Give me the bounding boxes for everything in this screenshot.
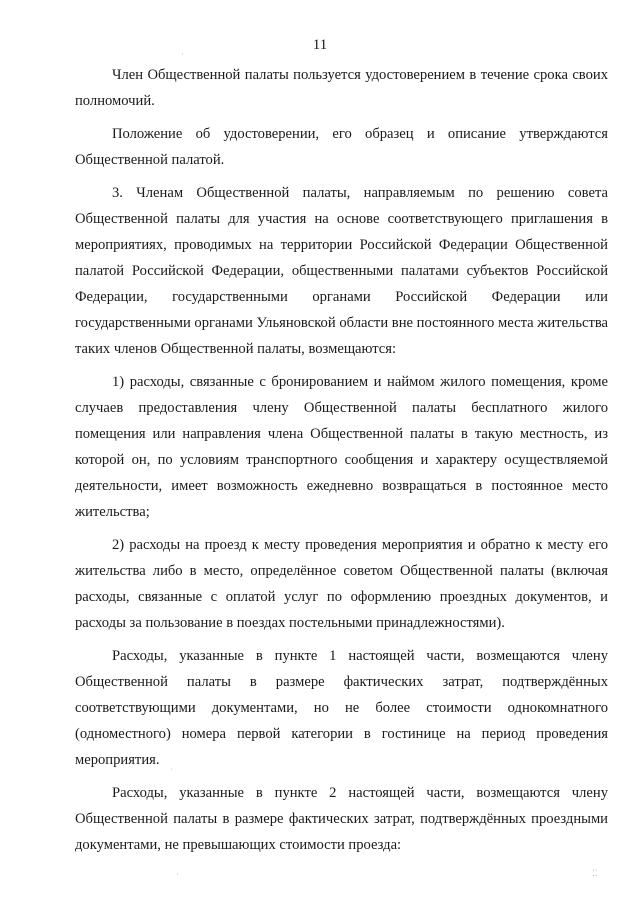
paragraph-housing-reimbursement-limit: Расходы, указанные в пункте 1 настоящей части, возмещаются члену Общественной палаты в размере фактических затрат, подтверждённых соответствующими документами, но не более стоимости однокомнатного (одноместного) номера первой категории в гостинице на период проведения мероприятия. [75,648,608,768]
scan-speck: ⁚⁚ [592,868,598,878]
scan-speck: ˈ [176,872,179,882]
paragraph-certificate-usage: Член Общественной палаты пользуется удостоверением в течение срока своих полномочий. [75,67,608,109]
scan-speck: ˈ [181,52,184,62]
paragraph-travel-expenses: 2) расходы на проезд к месту проведения мероприятия и обратно к месту его жительства либо в место, определённое советом Общественной палаты (включая расходы, связанные с оплатой услуг по оформлению проездных документов, и расходы за пользование в поездах постельными принадлежностями). [75,537,608,631]
paragraph-housing-expenses: 1) расходы, связанные с бронированием и наймом жилого помещения, кроме случаев предоставления члену Общественной палаты бесплатного жилого помещения или направления члена Общественной палаты в такую местность, из которой он, по условиям транспортного сообщения и характеру осуществляемой деятельности, имеет возможность ежедневно возвращаться в постоянное место жительства; [75,374,608,520]
paragraph-certificate-regulation: Положение об удостоверении, его образец и описание утверждаются Общественной палатой. [75,126,608,168]
scan-speck: ˌ [170,760,173,770]
page-number: 11 [312,37,328,53]
paragraph-travel-reimbursement-limit: Расходы, указанные в пункте 2 настоящей части, возмещаются члену Общественной палаты в размере фактических затрат, подтверждённых проездными документами, не превышающих стоимости проезда: [75,785,608,853]
paragraph-expense-reimbursement: 3. Членам Общественной палаты, направляемым по решению совета Общественной палаты для участия на основе соответствующего приглашения в мероприятиях, проводимых на территории Российской Федерации Общественной палатой Российской Федерации, общественными палатами субъектов Российской Федерации, государственными органами Российской Федерации или государственными органами Ульяновской области вне постоянного места жительства таких членов Общественной палаты, возмещаются: [75,185,608,357]
document-body [75,62,608,858]
